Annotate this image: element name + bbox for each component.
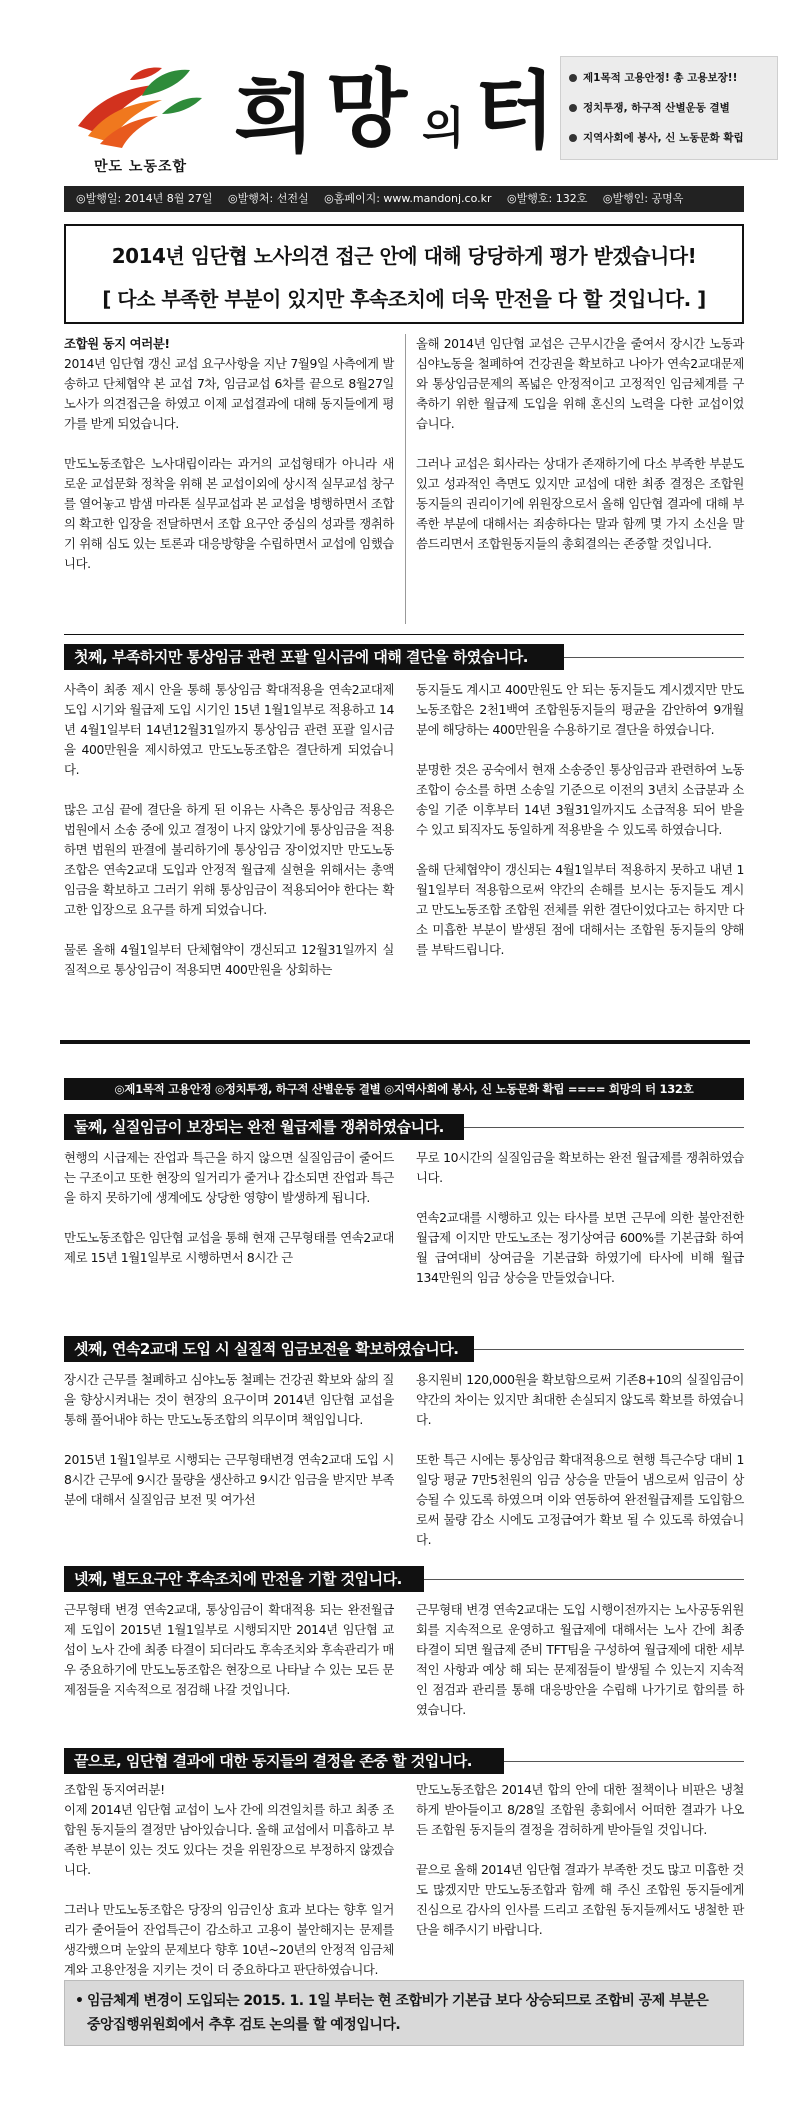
newsletter-title bbox=[234, 59, 574, 164]
publication-info-bar bbox=[64, 186, 744, 212]
section-1-paragraph: 많은 고심 끝에 결단을 하게 된 이유는 사측은 통상임금 적용은 법원에서 소송 중에 있고 결정이 나지 않았기에 통상임금을 적용하면 법원의 판결에 불리하기에 통상임금 장이었지만 만도노동조합은 연속2교대 도입과 안정적 월급제 실현을 위해서는 총액임금을 확보하고 그러기 위해 통상임금이 적용되어야 한다는 확고한 입장으로 요구를 하게 되었습니다. bbox=[64, 802, 394, 917]
intro-paragraph: 올해 2014년 임단협 교섭은 근무시간을 줄여서 장시간 노동과 심야노동을 철폐하여 건강권을 확보하고 나아가 연속2교대문제와 통상임금문제의 폭넓은 안정적이고 고정적인 임금체계를 구축하기 위한 월급제 도입을 위해 혼신의 노력을 다한 교섭이었습니다. bbox=[416, 336, 744, 431]
masthead bbox=[64, 52, 744, 182]
section-1-paragraph: 올해 단체협약이 갱신되는 4월1일부터 적용하지 못하고 내년 1월1일부터 적용함으로써 약간의 손해를 보시는 동지들도 계시고 만도노동조합 조합원 전체를 위한 결단이었다고는 하지만 다소 미흡한 부분이 발생된 점에 대해서는 조합원 동지들의 양해를 부탁드립니다. bbox=[416, 862, 744, 957]
issue-number: ◎발행호: 132호 bbox=[507, 192, 588, 205]
heading-rule bbox=[474, 1349, 744, 1350]
headline-main: 2014년 임단협 노사의견 접근 안에 대해 당당하게 평가 받겠습니다! bbox=[111, 244, 697, 268]
intro-paragraph: 2014년 임단협 갱신 교섭 요구사항을 지난 7월9일 사측에게 발송하고 단체협약 본 교섭 7차, 임금교섭 6차를 끝으로 8월27일 노사가 의견접근을 하였고 이제 교섭결과에 대해 동지들에게 평가를 받게 되었습니다. bbox=[64, 356, 394, 431]
bullet-icon bbox=[569, 104, 577, 112]
swoosh-logo-icon bbox=[70, 56, 210, 156]
section-5-heading: 끝으로, 임단협 결과에 대한 동지들의 결정을 존중 할 것입니다. bbox=[64, 1748, 504, 1774]
bullet-icon: • bbox=[75, 1993, 84, 2009]
slogan-item: 지역사회에 봉사, 신 노동문화 확립 bbox=[569, 123, 769, 153]
page-break-rule bbox=[60, 1040, 750, 1044]
notice-line: 중앙집행위원회에서 추후 검토 논의를 할 예정입니다. bbox=[87, 2017, 401, 2033]
section-3-paragraph: 또한 특근 시에는 통상임금 확대적용으로 현행 특근수당 대비 1일당 평균 7만5천원의 임금 상승을 만들어 냄으로써 임금이 상승될 수 있도록 하였으며 이와 연동하여 완전월급제를 도입함으로써 물량 감소 시에도 고정급여가 확보 될 수 있도록 하였습니다. bbox=[416, 1452, 744, 1547]
dues-notice-box bbox=[64, 1980, 744, 2046]
notice-line: 임금체계 변경이 도입되는 2015. 1. 1일 부터는 현 조합비가 기본급 보다 상승되므로 조합비 공제 부분은 bbox=[87, 1993, 709, 2009]
section-5-paragraph: 만도노동조합은 2014년 합의 안에 대한 절책이나 비판은 냉철하게 받아들이고 8/28일 조합원 총회에서 어떠한 결과가 나오든 조합원 동지들의 결정을 겸허하게 받아들일 것입니다. bbox=[416, 1782, 744, 1837]
section-5-greeting: 조합원 동지여러분! bbox=[64, 1782, 165, 1797]
section-1-paragraph: 분명한 것은 공숙에서 현재 소송중인 통상임금과 관련하여 노동조합이 승소를 하면 소송일 기준으로 이전의 3년치 소급분과 소송일 기준 이후부터 14년 3월31일까지도 소급적용 되어 받을 수 있고 퇴직자도 동일하게 적용받을 수 있도록 하였습니다. bbox=[416, 762, 744, 837]
intro-greeting: 조합원 동지 여러분! bbox=[64, 336, 170, 351]
section-2-heading: 둘째, 실질임금이 보장되는 완전 월급제를 쟁취하였습니다. bbox=[64, 1114, 464, 1140]
homepage-link[interactable]: ◎홈페이지: www.mandonj.co.kr bbox=[324, 192, 492, 205]
section-4-heading: 넷째, 별도요구안 후속조치에 만전을 기할 것입니다. bbox=[64, 1566, 424, 1592]
section-2-paragraph: 만도노동조합은 임단협 교섭을 통해 현재 근무형태를 연속2교대제로 15년 1월1일부로 시행하면서 8시간 근 bbox=[64, 1230, 394, 1265]
publisher-dept: ◎발행처: 선전실 bbox=[228, 192, 309, 205]
slogan-item: 정치투쟁, 하구적 산별운동 결별 bbox=[569, 93, 769, 123]
section-4-right-column bbox=[416, 1600, 744, 1720]
section-2-left-column bbox=[64, 1148, 394, 1268]
section-1-heading: 첫째, 부족하지만 통상임금 관련 포괄 일시금에 대해 결단을 하였습니다. bbox=[64, 644, 564, 670]
heading-rule bbox=[464, 1127, 744, 1128]
bullet-icon bbox=[569, 74, 577, 82]
section-4-left-column bbox=[64, 1600, 394, 1700]
page-2-running-header: ◎제1목적 고용안정 ◎정치투쟁, 하구적 산별운동 결별 ◎지역사회에 봉사, 신 노동문화 확립 ==== 희망의 터 132호 bbox=[64, 1078, 744, 1100]
section-4-paragraph: 근무형태 변경 연속2교대는 도입 시행이전까지는 노사공동위원회를 지속적으로 운영하고 월급제에 대해서는 노사 간에 최종 타결이 되면 월급제 준비 TFT팀을 구성하여 월급제에 대한 세부적인 사항과 예상 해 되는 문제점들이 발생될 수 있는지 지속적인 점검과 관리를 통해 대응방안을 수립해 나가기로 합의를 하였습니다. bbox=[416, 1602, 744, 1717]
section-2-paragraph: 현행의 시급제는 잔업과 특근을 하지 않으면 실질임금이 줄어드는 구조이고 또한 현장의 일거리가 줄거나 갑소되면 잔업과 특근을 하지 못하기에 생계에도 상당한 영향이 발생하게 됩니다. bbox=[64, 1150, 394, 1205]
headline-sub: [ 다소 부족한 부분이 있지만 후속조치에 더욱 만전을 다 할 것입니다. ] bbox=[102, 287, 706, 311]
section-3-paragraph: 용지원비 120,000원을 확보함으로써 기존8+10의 실질임금이 약간의 차이는 있지만 최대한 손실되지 않도록 확보를 하였습니다. bbox=[416, 1372, 744, 1427]
heading-rule bbox=[424, 1579, 744, 1580]
title-char-2: 망 bbox=[326, 59, 408, 158]
section-1-paragraph: 동지들도 계시고 400만원도 안 되는 동지들도 계시겠지만 만도노동조합은 2천1백여 조합원동지들의 평균을 감안하여 9개월분에 해당하는 400만원을 수용하기로 결단을 하였습니다. bbox=[416, 682, 744, 737]
publisher-name: ◎발행인: 공명옥 bbox=[602, 192, 684, 205]
union-name: 만도 노동조합 bbox=[94, 159, 188, 175]
intro-paragraph: 그러나 교섭은 회사라는 상대가 존재하기에 다소 부족한 부분도 있고 성과적인 측면도 있지만 교섭에 대한 최종 결정은 조합원동지들의 권리이기에 위원장으로서 올해 임단협 결과에 대해 부족한 부분에 대해서는 죄송하다는 말과 함께 몇 가지 소신을 말씀드리면서 조합원동지들의 총회결의는 존중할 것입니다. bbox=[416, 456, 744, 551]
title-char-4: 터 bbox=[474, 61, 556, 160]
section-3-left-column bbox=[64, 1370, 394, 1510]
section-2-paragraph: 무로 10시간의 실질임금을 확보하는 완전 월급제를 쟁취하였습니다. bbox=[416, 1150, 744, 1185]
section-1-paragraph: 물론 올해 4월1일부터 단체협약이 갱신되고 12월31일까지 실질적으로 통상임금이 적용되면 400만원을 상회하는 bbox=[64, 942, 394, 977]
section-1-right-column bbox=[416, 680, 744, 960]
section-5-left-column bbox=[64, 1780, 394, 1980]
heading-rule bbox=[504, 1761, 744, 1762]
section-3-heading: 셋째, 연속2교대 도입 시 실질적 임금보전을 확보하였습니다. bbox=[64, 1336, 474, 1362]
intro-left-column bbox=[64, 334, 394, 574]
slogan-item: 제1목적 고용안정! 총 고용보장!! bbox=[569, 63, 769, 93]
section-5-paragraph: 그러나 만도노동조합은 당장의 임금인상 효과 보다는 향후 일거리가 줄어들어 잔업특근이 감소하고 고용이 불안해지는 문제를 생각했으며 눈앞의 문제보다 향후 10년~20년의 안정적 임금체계와 고용안정을 지키는 것이 더 중요하다고 판단하였습니다. bbox=[64, 1902, 394, 1977]
section-2-right-column bbox=[416, 1148, 744, 1288]
title-char-3: 의 bbox=[422, 103, 465, 154]
intro-right-column bbox=[416, 334, 744, 554]
section-3-right-column bbox=[416, 1370, 744, 1550]
section-divider bbox=[64, 634, 744, 635]
section-2-paragraph: 연속2교대를 시행하고 있는 타사를 보면 근무에 의한 불안전한 월급제 이지만 만도노조는 정기상여금 600%를 기본급화 하여 월 급여대비 상여금을 기본급화 하였기에 타사에 비해 월급 134만원의 임금 상승을 만들었습니다. bbox=[416, 1210, 744, 1285]
section-1-left-column bbox=[64, 680, 394, 980]
section-4-paragraph: 근무형태 변경 연속2교대, 통상임금이 확대적용 되는 완전월급제 도입이 2015년 1월1일부로 시행되지만 2014년 임단협 교섭이 노사 간에 최종 타결이 되더라도 후속조치와 후속관리가 매우 중요하기에 만도노동조합은 현장으로 나타날 수 있는 모든 문제점들을 지속적으로 점검해 나갈 것입니다. bbox=[64, 1602, 394, 1697]
bullet-icon bbox=[569, 134, 577, 142]
title-char-1: 희 bbox=[234, 65, 316, 164]
headline-box bbox=[64, 224, 744, 324]
intro-paragraph: 만도노동조합은 노사대립이라는 과거의 교섭형태가 아니라 새로운 교섭문화 정착을 위해 본 교섭이외에 상시적 실무교섭 창구를 열어놓고 밤샘 마라톤 실무교섭과 본 교섭을 병행하면서 조합의 확고한 입장을 전달하면서 조합 요구안 중심의 성과를 쟁취하기 위해 심도 있는 토론과 대응방향을 수립하면서 교섭에 임했습니다. bbox=[64, 456, 394, 571]
slogan-box bbox=[560, 56, 778, 160]
section-3-paragraph: 장시간 근무를 철폐하고 심야노동 철폐는 건강권 확보와 삶의 질을 향상시켜내는 것이 현장의 요구이며 2014년 임단협 교섭을 통해 풀어내야 하는 만도노동조합의 의무이며 책임입니다. bbox=[64, 1372, 394, 1427]
heading-rule bbox=[564, 657, 744, 658]
section-1-paragraph: 사측이 최종 제시 안을 통해 통상임금 확대적용을 연속2교대제 도입 시기와 월급제 도입 시기인 15년 1월1일부로 적용하고 14년 4월1일부터 14년12월31일까지 통상임금 관련 포괄 일시금을 400만원을 제시하였고 만도노동조합은 결단하게 되었습니다. bbox=[64, 682, 394, 777]
section-5-paragraph: 끝으로 올해 2014년 임단협 결과가 부족한 것도 많고 미흡한 것도 많겠지만 만도노동조합과 함께 해 주신 조합원 동지들에게 진심으로 감사의 인사를 드리고 조합원 동지들께서도 냉철한 판단을 해주시기 바랍니다. bbox=[416, 1862, 744, 1937]
column-divider bbox=[405, 334, 406, 624]
section-3-paragraph: 2015년 1월1일부로 시행되는 근무형태변경 연속2교대 도입 시 8시간 근무에 9시간 물량을 생산하고 9시간 임금을 받지만 부족분에 대해서 실질임금 보전 및 여가선 bbox=[64, 1452, 394, 1507]
section-5-right-column bbox=[416, 1780, 744, 1940]
section-5-paragraph: 이제 2014년 임단협 교섭이 노사 간에 의견일치를 하고 최종 조합원 동지들의 결정만 남아있습니다. 올해 교섭에서 미흡하고 부족한 부분이 있는 것도 있다는 것을 위원장으로 부정하지 않겠습니다. bbox=[64, 1802, 394, 1877]
union-logo bbox=[70, 56, 210, 178]
issue-date: ◎발행일: 2014년 8월 27일 bbox=[76, 192, 213, 205]
